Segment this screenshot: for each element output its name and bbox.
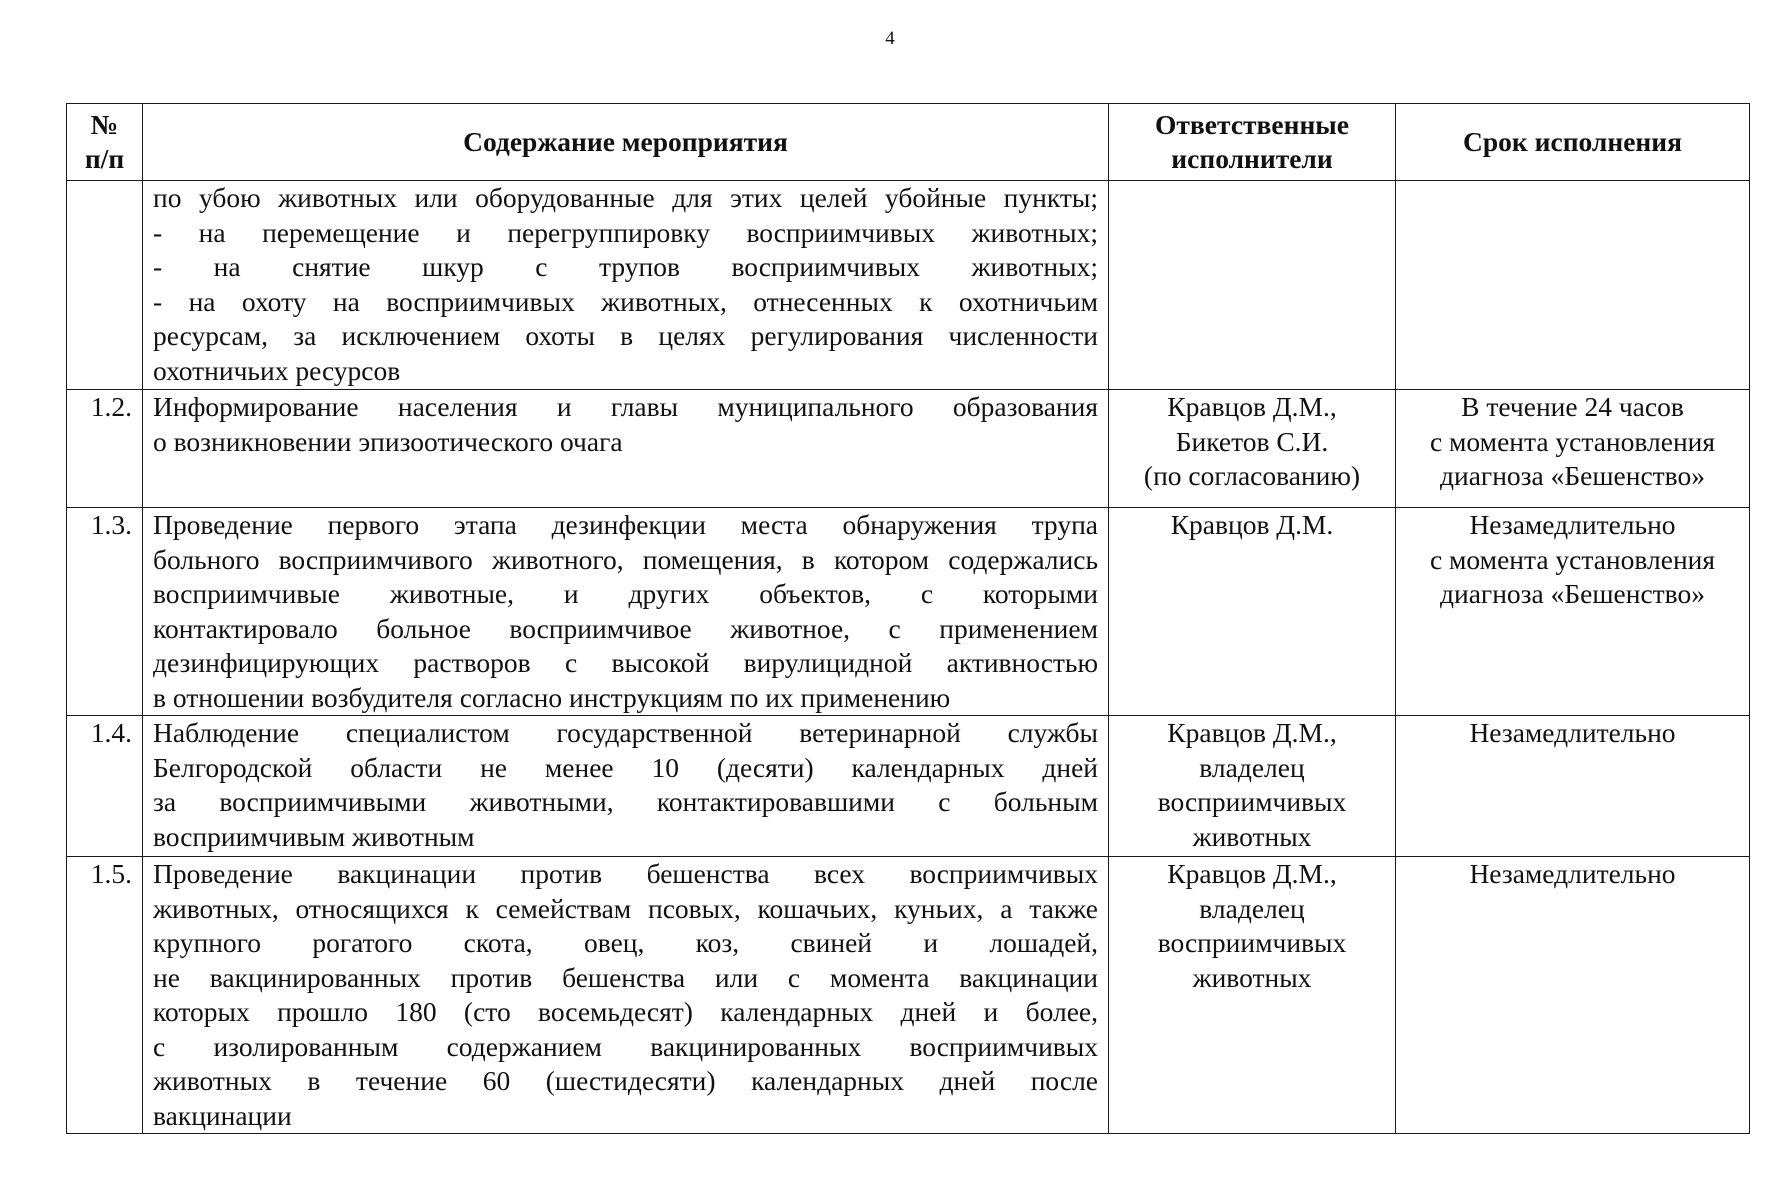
activity-content-line: восприимчивые животные, и других объектов, с которыми (153, 578, 1098, 609)
activity-content (143, 390, 1109, 508)
activity-content (143, 857, 1109, 1134)
activity-content-line: больного восприимчивого животного, помещения, в котором содержались (153, 543, 1098, 575)
activity-content-line: - на охоту на восприимчивых животных, отнесенных к охотничьим (153, 285, 1098, 317)
activity-content (143, 508, 1109, 716)
table-header-row (67, 104, 1750, 181)
responsible-executors (1109, 390, 1396, 508)
responsible-executors (1109, 716, 1396, 857)
execution-term (1396, 857, 1750, 1134)
activity-content-line: ресурсам, за исключением охоты в целях регулирования численности (153, 320, 1098, 351)
activity-content (143, 181, 1109, 390)
activity-content-line: Информирование населения и главы муниципального образования (153, 391, 1098, 422)
row-number: 1.2. (67, 390, 143, 508)
activity-content-line: охотничьих ресурсов (153, 354, 401, 386)
execution-term (1396, 390, 1750, 508)
execution-term (1396, 716, 1750, 857)
activity-content-line: животных в течение 60 (шестидесяти) календарных дней после (153, 1065, 1098, 1096)
page-number: 4 (885, 28, 895, 49)
header-number (67, 104, 143, 181)
responsible-line: Кравцов Д.М., (1167, 717, 1337, 748)
row-number: 1.4. (67, 716, 143, 857)
header-term: Срок исполнения (1396, 104, 1750, 181)
responsible-line: животных (1192, 820, 1312, 852)
table-row (67, 181, 1750, 390)
execution-term (1396, 508, 1750, 716)
responsible-executors (1109, 181, 1396, 390)
activity-content-line: животных, относящихся к семействам псовых, кошачьих, куньих, а также (153, 892, 1098, 924)
header-responsible-line-2: исполнители (1171, 143, 1333, 174)
activities-table (66, 103, 1750, 1134)
header-number-line-1: № (90, 109, 119, 140)
responsible-line: владелец (1199, 892, 1305, 924)
activity-content-line: с изолированным содержанием вакцинированных восприимчивых (153, 1030, 1098, 1062)
activity-content-line: - на перемещение и перегруппировку восприимчивых животных; (153, 216, 1098, 248)
activity-content-line: восприимчивым животным (153, 820, 475, 852)
header-content: Содержание мероприятия (143, 104, 1109, 181)
row-number: 1.5. (67, 857, 143, 1134)
table-row (67, 508, 1750, 716)
term-line: В течение 24 часов (1461, 391, 1684, 422)
row-number (67, 181, 143, 390)
activity-content-line: по убою животных или оборудованные для этих целей убойные пункты; (153, 182, 1098, 213)
term-line: диагноза «Бешенство» (1440, 578, 1705, 609)
term-line: диагноза «Бешенство» (1440, 460, 1705, 491)
activity-content (143, 716, 1109, 857)
activity-content-line: не вакцинированных против бешенства или с момента вакцинации (153, 961, 1098, 993)
responsible-line: Кравцов Д.М., (1167, 858, 1337, 889)
table-row (67, 857, 1750, 1134)
activity-content-line: Проведение вакцинации против бешенства всех восприимчивых (153, 858, 1098, 889)
activity-content-line: которых прошло 180 (сто восемьдесят) календарных дней и более, (153, 996, 1098, 1027)
term-line: Незамедлительно (1469, 509, 1676, 540)
activity-content-line: дезинфицирующих растворов с высокой вирулицидной активностью (153, 647, 1098, 678)
responsible-line: Кравцов Д.М. (1170, 509, 1334, 540)
responsible-executors (1109, 508, 1396, 716)
responsible-executors (1109, 857, 1396, 1134)
responsible-line: владелец (1199, 751, 1305, 783)
responsible-line: животных (1192, 961, 1312, 993)
activity-content-line: Белгородской области не менее 10 (десяти) календарных дней (153, 751, 1098, 783)
header-responsible-line-1: Ответственные (1155, 109, 1349, 140)
term-line: с момента установления (1429, 543, 1716, 575)
term-line: Незамедлительно (1469, 717, 1676, 748)
activity-content-line: контактировало больное восприимчивое животное, с применением (153, 612, 1098, 644)
responsible-line: (по согласованию) (1143, 460, 1361, 491)
header-responsible (1109, 104, 1396, 181)
responsible-line: восприимчивых (1157, 786, 1347, 817)
activity-content-line: в отношении возбудителя согласно инструкциям по их применению (153, 681, 951, 713)
header-number-line-2: п/п (84, 143, 125, 174)
responsible-line: восприимчивых (1157, 927, 1347, 958)
row-number: 1.3. (67, 508, 143, 716)
table-body (67, 181, 1750, 1134)
responsible-line: Бикетов С.И. (1175, 425, 1329, 457)
activity-content-line: за восприимчивыми животными, контактировавшими с больным (153, 786, 1098, 817)
table-row (67, 716, 1750, 857)
activity-content-line: о возникновении эпизоотического очага (153, 425, 623, 457)
activity-content-line: Проведение первого этапа дезинфекции места обнаружения трупа (153, 509, 1098, 540)
table-row (67, 390, 1750, 508)
execution-term (1396, 181, 1750, 390)
activity-content-line: крупного рогатого скота, овец, коз, свиней и лошадей, (153, 927, 1098, 958)
activity-content-line: - на снятие шкур с трупов восприимчивых животных; (153, 251, 1098, 282)
term-line: Незамедлительно (1469, 858, 1676, 889)
term-line: с момента установления (1429, 425, 1716, 457)
responsible-line: Кравцов Д.М., (1167, 391, 1337, 422)
activity-content-line: вакцинации (153, 1099, 292, 1131)
activity-content-line: Наблюдение специалистом государственной ветеринарной службы (153, 717, 1098, 748)
